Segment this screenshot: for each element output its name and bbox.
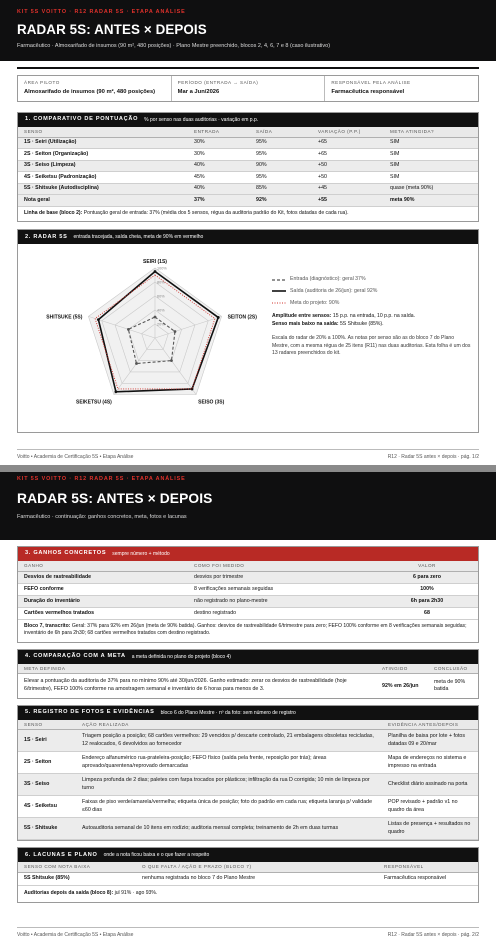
- table-row: [18, 607, 478, 619]
- page-subtitle: Farmacêutico · continuação: ganhos concretos, meta, fotos e lacunas: [17, 513, 187, 520]
- page-title: RADAR 5S: ANTES × DEPOIS: [17, 22, 207, 38]
- baseline-text: Pontuação geral de entrada: 37% (média dos 5 sensos, régua da auditoria padrão do Kit, fotos datadas de cada rua).: [82, 209, 349, 216]
- legend-item-entrada: [272, 276, 472, 283]
- table-cell: +65: [312, 149, 384, 161]
- column-header: O QUE FALTA / AÇÃO E PRAZO (BLOCO 7): [136, 862, 378, 872]
- section-note: % por senso nas duas auditorias · variação em p.p.: [144, 116, 259, 123]
- section-bar: [18, 113, 478, 127]
- column-header: SENSO COM NOTA BAIXA: [18, 862, 136, 872]
- legend-label: Entrada (diagnóstico): geral 37%: [290, 276, 366, 283]
- radar-axis-label: SEIRI (1S): [143, 259, 167, 266]
- table-cell: Limpeza profunda de 2 dias; paletes com farpa trocados por plásticos; infiltração da rua D corrigida; 10 min de limpeza por turno: [76, 774, 382, 796]
- table-cell: Nota geral: [18, 195, 188, 207]
- table-cell: FEFO conforme: [18, 583, 188, 595]
- page-header: [0, 0, 496, 61]
- radar-tick-label: 20%: [157, 322, 165, 327]
- section-evidence: [17, 705, 479, 842]
- radar-tick-label: 40%: [157, 308, 165, 313]
- lowest-sense-text: 5S Shitsuke (85%).: [338, 321, 384, 328]
- section-note: entrada tracejada, saída cheia, meta de 90% em vermelho: [73, 233, 204, 240]
- table-cell: Cartões vermelhos tratados: [18, 607, 188, 619]
- block7-note: [18, 620, 478, 642]
- legend-swatch-solid: [272, 289, 286, 293]
- column-header: SAÍDA: [250, 127, 312, 137]
- kicker-kit: KIT 5S VOITTO: [17, 9, 67, 15]
- table-cell: meta 90%: [384, 195, 478, 207]
- table-row: [18, 796, 478, 818]
- table-cell: +45: [312, 183, 384, 195]
- table-cell: 3S · Seiso (Limpeza): [18, 160, 188, 172]
- section-bar: [18, 848, 478, 862]
- table-header-row: [18, 664, 478, 674]
- section-radar: [17, 229, 479, 433]
- page-1: [0, 0, 496, 465]
- table-header-row: [18, 127, 478, 137]
- table-cell: SIM: [384, 172, 478, 184]
- table-cell: 95%: [250, 137, 312, 149]
- section-note: bloco 6 do Plano Mestre · nº da foto: sem número de registro: [160, 709, 296, 716]
- table-cell: 68: [376, 607, 478, 619]
- table-row: [18, 571, 478, 583]
- column-header: SENSO: [18, 720, 76, 730]
- column-header: AÇÃO REALIZADA: [76, 720, 382, 730]
- section-goal-comparison: [17, 649, 479, 699]
- table-row: [18, 818, 478, 840]
- footer-right: R12 · Radar 5S antes × depois · pág. 1/2: [387, 454, 479, 460]
- post-exit-text: jul 91% · ago 93%.: [113, 889, 158, 896]
- footer-left: Voitto • Academia de Certificação 5S • Etapa Análise: [17, 932, 134, 938]
- column-header: META ATINGIDA?: [384, 127, 478, 137]
- radar-series-saida-point: [217, 316, 220, 319]
- gap-action: nenhuma registrada no bloco 7 do Plano Mestre: [136, 872, 378, 885]
- table-cell: destino registrado: [188, 607, 376, 619]
- radar-series-entrada-point: [174, 330, 177, 333]
- section-title: 3. GANHOS CONCRETOS: [25, 550, 107, 557]
- section-title: 6. LACUNAS E PLANO: [25, 851, 98, 858]
- section-title: 5. REGISTRO DE FOTOS E EVIDÊNCIAS: [25, 709, 155, 716]
- radar-chart: [18, 245, 268, 431]
- table-cell: Checklist diário assinado na porta: [382, 774, 478, 796]
- table-cell: 6h para 2h30: [376, 595, 478, 607]
- meta-period: [172, 76, 326, 101]
- table-cell: 95%: [250, 172, 312, 184]
- table-cell: Desvios de rastreabilidade: [18, 571, 188, 583]
- amplitude-label: Amplitude entre sensos:: [272, 313, 332, 320]
- column-header: ATINGIDO: [376, 664, 428, 674]
- block7-text: Geral: 37% para 92% em 26/jun (meta de 90% batida). Ganhos: desvios de rastreabilidade 6/trimestre para zero; FEFO 100% conforme em 8 verificações semanais seguidas; inventário de 6h para 2h30; 68 cartões vermelhos tratados com destino registrado.: [24, 622, 467, 637]
- kicker: KIT 5S VOITTO · R12 RADAR 5S · ETAPA ANÁLISE: [17, 476, 186, 482]
- table-cell: 40%: [188, 183, 250, 195]
- table-cell: 30%: [188, 149, 250, 161]
- goal-table: [18, 664, 478, 698]
- table-cell: Endereço alfanumérico rua-prateleira-posição; FEFO físico (saída pela frente, reposição por trás); áreas aprovado/quarentena/reprovado demarcadas: [76, 752, 382, 774]
- section-gaps: [17, 847, 479, 903]
- table-cell: Planilha de baixa por lote + fotos datadas 09 e 20/mar: [382, 730, 478, 752]
- post-exit-label: Auditorias depois da saída (bloco 8):: [24, 889, 114, 896]
- goal-achieved: 92% em 26/jun: [382, 682, 419, 689]
- section-title: 4. COMPARAÇÃO COM A META: [25, 653, 126, 660]
- meta-value: Almoxarifado de insumos (90 m², 480 posições): [24, 88, 156, 95]
- table-cell: 4S · Seiketsu: [18, 796, 76, 818]
- table-row: [18, 774, 478, 796]
- legend-swatch-dashed: [272, 278, 286, 282]
- amplitude-note: [272, 313, 472, 321]
- section-note: sempre número + método: [112, 550, 170, 557]
- table-cell: 6 para zero: [376, 571, 478, 583]
- column-header: VARIAÇÃO (P.P.): [312, 127, 384, 137]
- baseline-label: Linha de base (bloco 2):: [24, 209, 83, 216]
- page-2: [0, 472, 496, 943]
- post-exit-note: [18, 886, 478, 903]
- table-cell: 37%: [188, 195, 250, 207]
- table-row: [18, 137, 478, 149]
- radar-tick-label: 80%: [157, 280, 165, 285]
- gaps-table: [18, 862, 478, 886]
- table-cell: 40%: [188, 160, 250, 172]
- radar-series-saida-point: [97, 318, 100, 321]
- table-row: [18, 195, 478, 207]
- radar-axis-label: SEISO (3S): [198, 399, 225, 406]
- table-header-row: [18, 561, 478, 571]
- column-header: EVIDÊNCIA ANTES/DEPOIS: [382, 720, 478, 730]
- meta-value: Farmacêutica responsável: [331, 88, 405, 95]
- table-cell: Faixas de piso verde/amarela/vermelha; etiqueta única de posição; foto do padrão em cada rua; etiqueta laranja p/ validade ≤60 dias: [76, 796, 382, 818]
- column-header: VALOR: [376, 561, 478, 571]
- column-header: CONCLUSÃO: [428, 664, 478, 674]
- table-header-row: [18, 862, 478, 872]
- section-bar: [18, 650, 478, 664]
- score-table: [18, 127, 478, 207]
- table-cell: +55: [312, 195, 384, 207]
- table-cell: 95%: [250, 149, 312, 161]
- meta-label: ÁREA PILOTO: [24, 80, 60, 85]
- lowest-sense-label: Senso mais baixo na saída:: [272, 321, 339, 328]
- legend-swatch-dotted: [272, 301, 286, 305]
- table-cell: 85%: [250, 183, 312, 195]
- column-header: COMO FOI MEDIDO: [188, 561, 376, 571]
- gap-sense: 5S Shitsuke (85%): [18, 872, 136, 885]
- goal-text: Elevar a pontuação da auditoria de 37% para no mínimo 90% até 30/jun/2026. Ganho estimado: zerar os desvios de rastreabilidade (hoje 6/trimestre), FEFO 100% conforme na amostragem semanal e inventário de 6 horas para menos de 3.: [24, 678, 347, 693]
- legend-label: Meta do projeto: 90%: [290, 299, 340, 306]
- page-header: [0, 472, 496, 540]
- meta-owner: [325, 76, 478, 101]
- column-header: META DEFINIDA: [18, 664, 376, 674]
- gap-owner: Farmacêutica responsável: [378, 872, 478, 885]
- table-cell: Duração do inventário: [18, 595, 188, 607]
- footer-right: R12 · Radar 5S antes × depois · pág. 2/2: [387, 932, 479, 938]
- table-row: [18, 160, 478, 172]
- table-cell: 100%: [376, 583, 478, 595]
- table-cell: SIM: [384, 137, 478, 149]
- block7-label: Bloco 7, transcrito:: [24, 622, 71, 629]
- page-footer: [17, 449, 479, 461]
- amplitude-text: 15 p.p. na entrada, 10 p.p. na saída.: [331, 313, 415, 320]
- radar-axis-label: SEIKETSU (4S): [76, 399, 112, 406]
- meta-label: PERÍODO (ENTRADA → SAÍDA): [177, 80, 259, 85]
- column-header: SENSO: [18, 127, 188, 137]
- scale-note: Escala do radar de 20% a 100%. As notas por senso são as do bloco 7 do Plano Mestre, com a mesma régua de 25 itens (R11) nas duas auditorias. Esta folha é um dos 13 radares preenchidos do kit.: [272, 334, 471, 357]
- table-cell: +65: [312, 137, 384, 149]
- section-gains: [17, 546, 479, 643]
- evidence-table: [18, 720, 478, 841]
- table-cell: 90%: [250, 160, 312, 172]
- table-cell: SIM: [384, 160, 478, 172]
- section-note: onde a nota ficou baixa e o que fazer a respeito: [103, 852, 210, 859]
- column-header: GANHO: [18, 561, 188, 571]
- table-row: [18, 183, 478, 195]
- table-row: [18, 730, 478, 752]
- footer-left: Voitto • Academia de Certificação 5S • Etapa Análise: [17, 454, 134, 460]
- table-cell: 2S · Seiton (Organização): [18, 149, 188, 161]
- radar-series-entrada-point: [127, 328, 130, 331]
- table-cell: 1S · Seiri (Utilização): [18, 137, 188, 149]
- table-cell: Listas de presença + resultados no quadro: [382, 818, 478, 840]
- table-cell: SIM: [384, 149, 478, 161]
- table-cell: 45%: [188, 172, 250, 184]
- table-header-row: [18, 720, 478, 730]
- goal-conclusion: meta de 90% batida: [434, 678, 466, 693]
- radar-axis-label: SHITSUKE (5S): [46, 314, 83, 321]
- section-title: 2. RADAR 5S: [25, 233, 68, 240]
- radar-series-saida-point: [154, 270, 157, 273]
- radar-series-saida-point: [115, 391, 118, 394]
- table-cell: +50: [312, 172, 384, 184]
- kicker-kit: KIT 5S VOITTO: [17, 476, 67, 482]
- lowest-sense-note: [272, 321, 472, 329]
- gains-table: [18, 561, 478, 620]
- radar-legend-panel: [272, 276, 472, 358]
- table-cell: Mapa de endereços no sistema e impresso na entrada: [382, 752, 478, 774]
- radar-series-entrada-point: [135, 362, 138, 365]
- radar-tick-label: 60%: [157, 294, 165, 299]
- kicker-tool: R12 RADAR 5S · ETAPA ANÁLISE: [74, 476, 186, 482]
- radar-series-entrada-point: [154, 316, 157, 319]
- divider: [17, 67, 479, 69]
- table-row: [18, 752, 478, 774]
- table-cell: 5S · Shitsuke: [18, 818, 76, 840]
- table-cell: não registrado no plano-mestre: [188, 595, 376, 607]
- table-cell: +50: [312, 160, 384, 172]
- table-cell: desvios por trimestre: [188, 571, 376, 583]
- meta-box: [17, 75, 479, 102]
- table-cell: 2S · Seiton: [18, 752, 76, 774]
- table-row: [18, 674, 478, 698]
- table-cell: 3S · Seiso: [18, 774, 76, 796]
- page-title: RADAR 5S: ANTES × DEPOIS: [17, 491, 213, 507]
- radar-axis-label: SEITON (2S): [227, 314, 257, 321]
- table-cell: 5S · Shitsuke (Autodisciplina): [18, 183, 188, 195]
- column-header: ENTRADA: [188, 127, 250, 137]
- radar-series-entrada-point: [170, 359, 173, 362]
- table-cell: quase (meta 90%): [384, 183, 478, 195]
- table-row: [18, 172, 478, 184]
- table-cell: 1S · Seiri: [18, 730, 76, 752]
- table-cell: POP revisado + padrão v1 no quadro da área: [382, 796, 478, 818]
- section-bar: [18, 706, 478, 720]
- table-cell: 92%: [250, 195, 312, 207]
- table-cell: Triagem posição a posição; 68 cartões vermelhos: 29 vencidos p/ descarte controlado, 21 embalagens obsoletas recicladas, 12 realocados, 6 devolvidos ao fornecedor: [76, 730, 382, 752]
- kicker-tool: R12 RADAR 5S · ETAPA ANÁLISE: [74, 9, 186, 15]
- section-score-comparison: [17, 112, 479, 222]
- legend-item-saida: [272, 288, 472, 295]
- table-row: [18, 583, 478, 595]
- section-title: 1. COMPARATIVO DE PONTUAÇÃO: [25, 116, 139, 123]
- table-cell: 30%: [188, 137, 250, 149]
- column-header: RESPONSÁVEL: [378, 862, 478, 872]
- page-footer: [17, 927, 479, 939]
- section-bar: [18, 547, 478, 561]
- table-cell: 4S · Seiketsu (Padronização): [18, 172, 188, 184]
- kicker: KIT 5S VOITTO · R12 RADAR 5S · ETAPA ANÁLISE: [17, 9, 186, 15]
- baseline-note: [18, 207, 478, 222]
- legend-item-meta: [272, 300, 472, 307]
- table-row: [18, 595, 478, 607]
- meta-value: Mar a Jun/2026: [177, 88, 220, 95]
- table-cell: Autoauditoria semanal de 10 itens em rodízio; auditoria mensal completa; treinamento de 2h em duas turmas: [76, 818, 382, 840]
- section-note: a meta definida no plano do projeto (bloco 4): [131, 653, 231, 660]
- meta-label: RESPONSÁVEL PELA ANÁLISE: [331, 80, 411, 85]
- table-row: [18, 149, 478, 161]
- meta-area: [18, 76, 172, 101]
- table-row: [18, 872, 478, 885]
- legend-label: Saída (auditoria de 26/jun): geral 92%: [290, 287, 378, 294]
- section-bar: [18, 230, 478, 244]
- radar-tick-label: 100%: [157, 266, 167, 271]
- page-subtitle: Farmacêutico · Almoxarifado de insumos (90 m², 480 posições) · Plano Mestre preenchido, blocos 2, 4, 6, 7 e 8 (caso ilustrativo): [17, 43, 331, 50]
- table-cell: 8 verificações semanais seguidas: [188, 583, 376, 595]
